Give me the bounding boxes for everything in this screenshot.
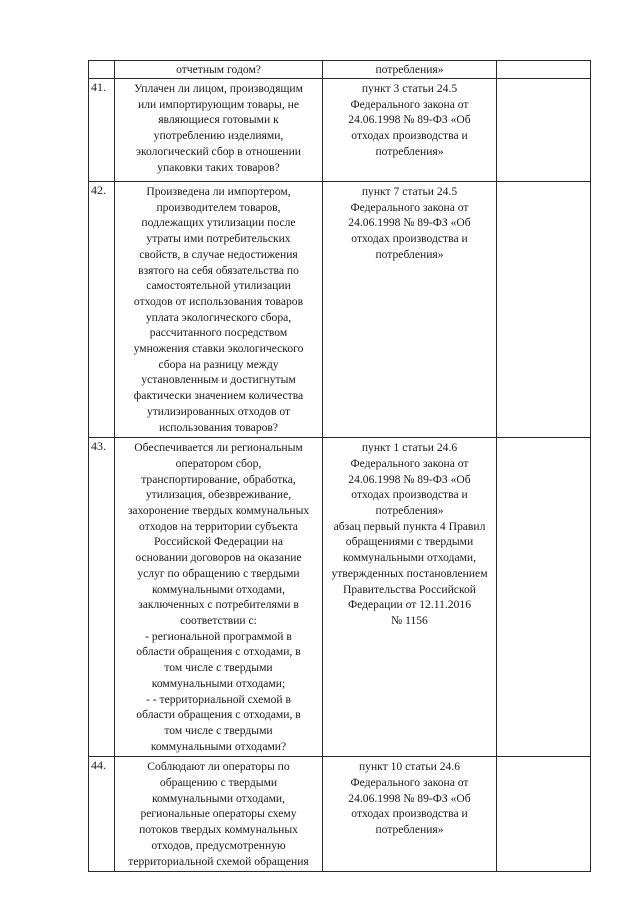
item-number-cell [89,757,115,872]
question-text: Уплачен ли лицом, производящим или импортирующим товары, не являющиеся готовыми к употреблению изделиями, экологический сбор в отношении упаковки таких товаров? [134,82,303,174]
question-text: Обеспечивается ли региональным оператором сбор, транспортирование, обработка, утилизация, обезвреживание, захоронение твердых коммунальных отходов на территории субъекта Российской Федерации на основании договоров на оказание услуг по обращению с твердыми коммунальными отходами, заключенных с потребителями в соответствии с: - региональной программой в области обращения с отходами, в том числе с твердыми коммунальными отходами; - - территориальной схемой в области обращения с отходами, в том числе с твердыми коммунальными отходами? [127,441,310,753]
table-row [89,61,591,79]
item-number: 44. [91,758,106,773]
question-cell [115,438,323,757]
question-text: Произведена ли импортером, производителем товаров, подлежащих утилизации после утраты ими потребительских свойств, в случае недостижения взятого на себя обязательства по самостоятельной утилизации отходов от использования товаров уплата экологического сбора, рассчитанного посредством умножения ставки экологического сбора на разницу между установленным и достигнутым фактически значением количества утилизированных отходов от использования товаров? [133,185,304,434]
empty-cell [497,61,591,79]
item-number [89,61,114,62]
question-cell [115,79,323,182]
reference-cell [323,61,497,79]
item-number: 42. [91,183,106,197]
reference-cell [323,182,497,438]
item-number-cell [89,438,115,757]
question-cell [115,757,323,872]
table-row [89,438,591,757]
question-cell [115,182,323,438]
legal-reference-text: пункт 7 статьи 24.5 Федерального закона от 24.06.1998 № 89-ФЗ «Об отходах производства и потребления» [348,185,471,261]
question-cell [115,61,323,79]
table-row [89,79,591,182]
item-number: 41. [91,80,106,94]
reference-cell [323,79,497,182]
item-number: 43. [91,439,106,454]
empty-cell [497,757,591,872]
table-row [89,182,591,438]
requirements-table [88,60,591,872]
item-number-cell [89,182,115,438]
question-text: отчетным годом? [176,63,261,76]
item-number-cell [89,79,115,182]
legal-reference-text: пункт 10 статьи 24.6 Федерального закона от 24.06.1998 № 89-ФЗ «Об отходах производства и потребления» [348,760,471,837]
table-row [89,757,591,872]
reference-cell [323,438,497,757]
empty-cell [497,182,591,438]
empty-cell [497,79,591,182]
legal-reference-text: потребления» [375,63,444,76]
reference-cell [323,757,497,872]
legal-reference-text: пункт 3 статьи 24.5 Федерального закона от 24.06.1998 № 89-ФЗ «Об отходах производства и потребления» [348,82,471,158]
legal-reference-text: пункт 1 статьи 24.6 Федерального закона от 24.06.1998 № 89-ФЗ «Об отходах производства и потребления» абзац первый пункта 4 Правил обращениями с твердыми коммунальными отходами, утвержденных постановлением Правительства Российской Федерации от 12.11.2016 № 1156 [331,441,488,627]
item-number-cell [89,61,115,79]
question-text: Соблюдают ли операторы по обращению с твердыми коммунальными отходами, региональные операторы схему потоков твердых коммунальных отходов, предусмотренную территориальной схемой обращения [128,760,309,868]
empty-cell [497,438,591,757]
